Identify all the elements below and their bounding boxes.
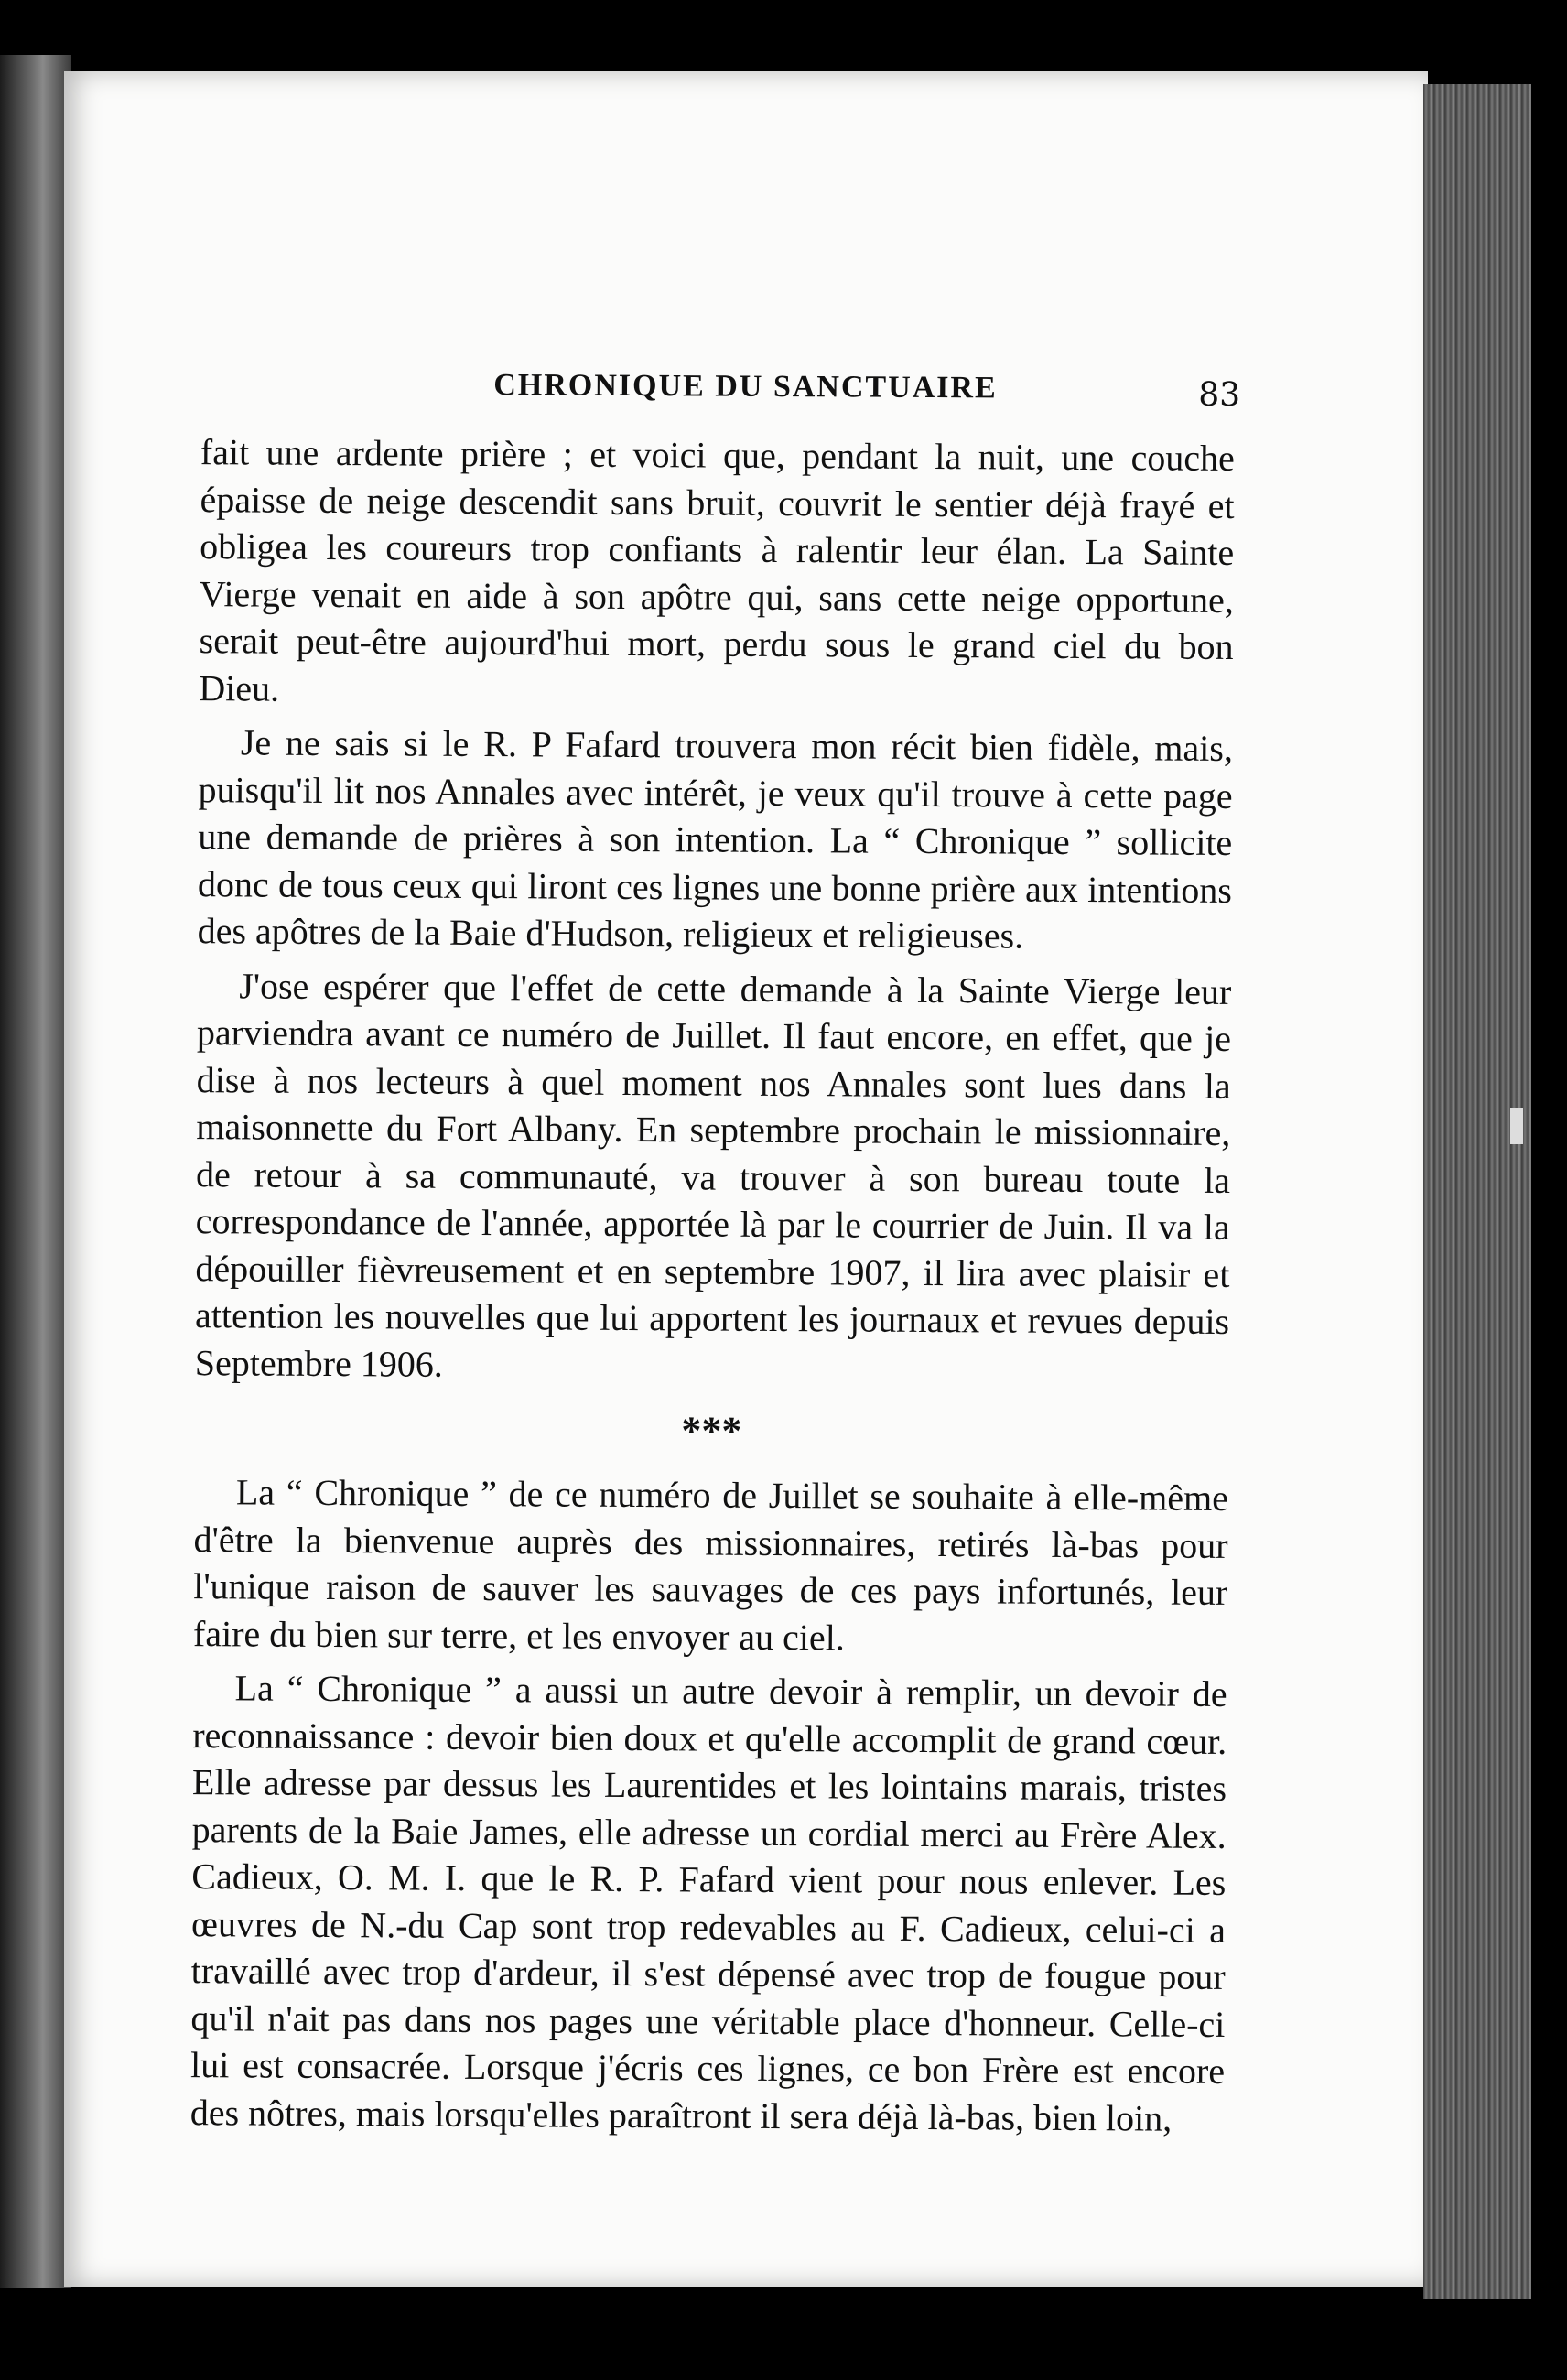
running-head (183, 282, 1281, 415)
page-content (183, 282, 1281, 2139)
page-number: 83 (1198, 375, 1241, 415)
section-asterism: *** (681, 1408, 742, 1454)
page-stack-edge (1423, 84, 1531, 2299)
facing-page-edge (0, 55, 71, 2288)
body-text (190, 428, 1235, 2149)
edge-mark (1510, 1108, 1523, 1144)
paragraph-5: La “ Chronique ” a aussi un autre devoir à remplir, un devoir de reconnaissance : devoir bien doux et qu'elle accomplit de grand cœur. Elle adresse par dessus les Laurentides et les lointains marais, tristes parents de la Baie James, elle adresse un cordial merci au Frère Alex. Cadieux, O. M. I. que le R. P. Fafard vient pour nous enlever. Les œuvres de N.-du Cap sont trop redevables au F. Cadieux, celui-ci a travaillé avec trop d'ardeur, il s'est dépensé avec trop de fougue pour qu'il n'ait pas dans nos pages une véritable place d'honneur. Celle-ci lui est consacrée. Lorsque j'écris ces lignes, ce bon Frère est encore des nôtres, mais lorsqu'elles paraîtront il sera déjà là-bas, bien loin, (189, 1667, 1227, 2139)
running-title: CHRONIQUE DU SANCTUAIRE (493, 368, 998, 406)
paragraph-1: fait une ardente prière ; et voici que, pendant la nuit, une couche épaisse de neige descendit sans bruit, couvrit le sentier déjà frayé et obligea les coureurs trop confiants à ralentir leur élan. La Sainte Vierge venait en aide à son apôtre qui, sans cette neige opportune, serait peut-être aujourd'hui mort, perdu sous le grand ciel du bon Dieu. (199, 431, 1235, 709)
paragraph-3: J'ose espérer que l'effet de cette demande à la Sainte Vierge leur parviendra avant ce numéro de Juillet. Il faut encore, en effet, que je dise à nos lecteurs à quel moment nos Annales sont lues dans la maisonnette du Fort Albany. En septembre prochain le missionnaire, de retour à sa communauté, va trouver à son bureau toute la correspondance de l'année, apportée là par le courrier de Juin. Il va la dépouiller fièvreusement et en septembre 1907, il lira avec plaisir et attention les nouvelles que lui apportent les journaux et revues depuis Septembre 1906. (194, 964, 1232, 1385)
book-page (64, 71, 1428, 2287)
paragraph-2: Je ne sais si le R. P Fafard trouvera mon récit bien fidèle, mais, puisqu'il lit nos Annales avec intérêt, je veux qu'il trouve à cette page une demande de prières à son intention. La “ Chronique ” sollicite donc de tous ceux qui liront ces lignes une bonne prière aux intentions des apôtres de la Baie d'Hudson, religieux et religieuses. (197, 721, 1234, 957)
paragraph-4: La “ Chronique ” de ce numéro de Juillet se souhaite à elle-même d'être la bienvenue auprès des missionnaires, retirés là-bas pour l'unique raison de sauver les sauvages de ces pays infortunés, leur faire du bien sur terre, et les envoyer au ciel. (192, 1471, 1229, 1658)
